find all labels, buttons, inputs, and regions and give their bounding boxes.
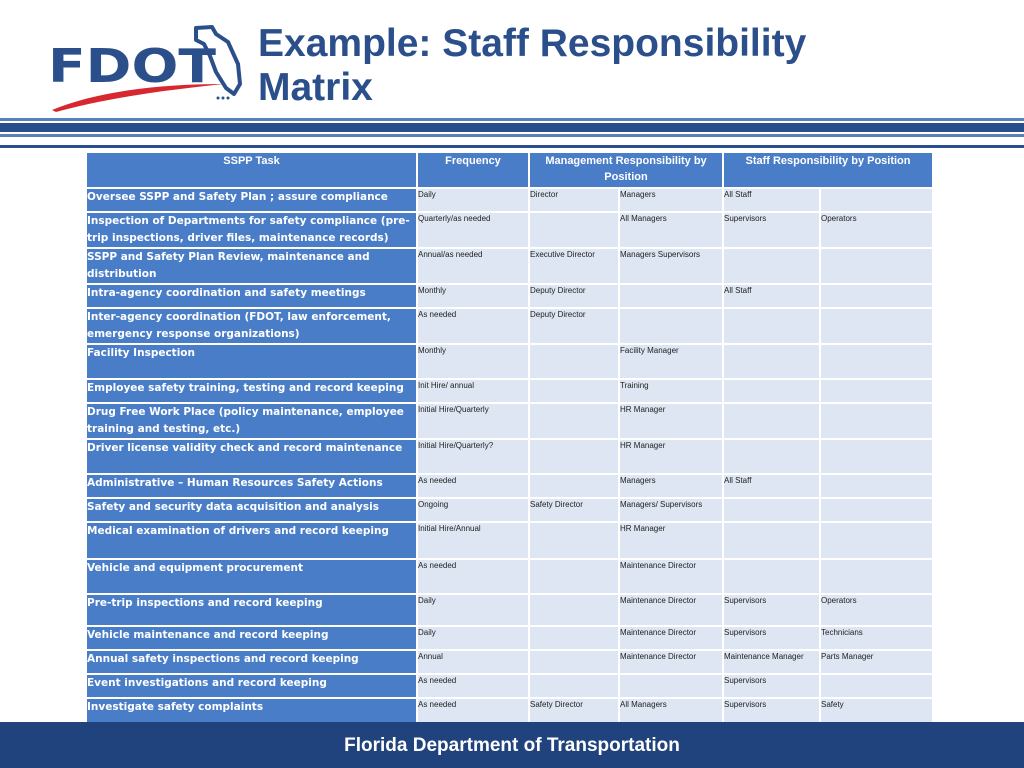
divider-line — [0, 145, 1024, 148]
frequency-cell: As needed — [417, 308, 529, 344]
management-cell-2: Managers — [619, 474, 723, 498]
staff-cell-1 — [723, 403, 820, 439]
management-cell-2: HR Manager — [619, 403, 723, 439]
responsibility-matrix — [85, 151, 932, 720]
page-title: Example: Staff Responsibility Matrix — [258, 22, 807, 109]
staff-cell-2: Safety — [820, 698, 933, 732]
management-cell-1 — [529, 212, 619, 248]
management-cell-1 — [529, 344, 619, 379]
staff-cell-2 — [820, 522, 933, 559]
table-row — [86, 344, 933, 379]
task-cell: Investigate safety complaints — [86, 698, 417, 732]
management-cell-1 — [529, 674, 619, 698]
staff-cell-2 — [820, 439, 933, 474]
divider-band — [0, 123, 1024, 132]
management-cell-1 — [529, 403, 619, 439]
footer-text: Florida Department of Transportation — [344, 735, 680, 756]
task-cell: Safety and security data acquisition and analysis — [86, 498, 417, 522]
table-row — [86, 594, 933, 626]
table-row — [86, 674, 933, 698]
task-cell: Event investigations and record keeping — [86, 674, 417, 698]
divider-line — [0, 118, 1024, 121]
table-row — [86, 498, 933, 522]
header-sspp-task: SSPP Task — [86, 152, 417, 188]
management-cell-2: Maintenance Director — [619, 650, 723, 674]
frequency-cell: Annual/as needed — [417, 248, 529, 284]
staff-cell-2 — [820, 674, 933, 698]
staff-cell-1: Supervisors — [723, 594, 820, 626]
management-cell-1: Safety Director — [529, 698, 619, 732]
staff-cell-1 — [723, 379, 820, 403]
management-cell-2: All Managers — [619, 212, 723, 248]
task-cell: Inspection of Departments for safety compliance (pre-trip inspections, driver files, maintenance records) — [86, 212, 417, 248]
staff-cell-1 — [723, 344, 820, 379]
task-cell: Annual safety inspections and record keeping — [86, 650, 417, 674]
staff-cell-1: All Staff — [723, 474, 820, 498]
staff-cell-1: Supervisors — [723, 212, 820, 248]
frequency-cell: As needed — [417, 674, 529, 698]
management-cell-2: Facility Manager — [619, 344, 723, 379]
table-row — [86, 248, 933, 284]
table-row — [86, 626, 933, 650]
staff-cell-2 — [820, 308, 933, 344]
task-cell: Vehicle and equipment procurement — [86, 559, 417, 594]
management-cell-1: Director — [529, 188, 619, 212]
staff-cell-2 — [820, 284, 933, 308]
header-frequency: Frequency — [417, 152, 529, 188]
staff-cell-1 — [723, 248, 820, 284]
table-row — [86, 650, 933, 674]
management-cell-2 — [619, 284, 723, 308]
frequency-cell: Daily — [417, 594, 529, 626]
task-cell: Drug Free Work Place (policy maintenance, employee training and testing, etc.) — [86, 403, 417, 439]
management-cell-1 — [529, 439, 619, 474]
header-management-responsibility: Management Responsibility by Position — [529, 152, 723, 188]
staff-cell-1 — [723, 439, 820, 474]
management-cell-2: Managers Supervisors — [619, 248, 723, 284]
staff-cell-1: Maintenance Manager — [723, 650, 820, 674]
staff-cell-2 — [820, 188, 933, 212]
logo-text: FDOT — [48, 39, 217, 93]
management-cell-2: All Managers — [619, 698, 723, 732]
staff-cell-2 — [820, 379, 933, 403]
task-cell: Driver license validity check and record maintenance — [86, 439, 417, 474]
management-cell-2: HR Manager — [619, 439, 723, 474]
header-staff-responsibility: Staff Responsibility by Position — [723, 152, 933, 188]
staff-cell-1 — [723, 308, 820, 344]
table-row — [86, 379, 933, 403]
management-cell-2: Managers/ Supervisors — [619, 498, 723, 522]
staff-cell-1: All Staff — [723, 284, 820, 308]
management-cell-1: Executive Director — [529, 248, 619, 284]
management-cell-1: Safety Director — [529, 498, 619, 522]
frequency-cell: Monthly — [417, 284, 529, 308]
task-cell: Medical examination of drivers and record keeping — [86, 522, 417, 559]
staff-cell-1: Supervisors — [723, 626, 820, 650]
frequency-cell: Monthly — [417, 344, 529, 379]
frequency-cell: As needed — [417, 559, 529, 594]
task-cell: Pre-trip inspections and record keeping — [86, 594, 417, 626]
management-cell-2 — [619, 308, 723, 344]
staff-cell-2 — [820, 559, 933, 594]
fdot-logo — [46, 22, 246, 114]
management-cell-2: Managers — [619, 188, 723, 212]
frequency-cell: Daily — [417, 626, 529, 650]
staff-cell-1 — [723, 559, 820, 594]
staff-cell-2: Technicians — [820, 626, 933, 650]
table-row — [86, 439, 933, 474]
staff-cell-2 — [820, 344, 933, 379]
table-row — [86, 212, 933, 248]
management-cell-1 — [529, 650, 619, 674]
staff-cell-1: Supervisors — [723, 698, 820, 732]
management-cell-1 — [529, 559, 619, 594]
staff-cell-2: Parts Manager — [820, 650, 933, 674]
divider-line — [0, 134, 1024, 137]
table-row — [86, 284, 933, 308]
staff-cell-1 — [723, 498, 820, 522]
task-cell: Vehicle maintenance and record keeping — [86, 626, 417, 650]
task-cell: Intra-agency coordination and safety meetings — [86, 284, 417, 308]
management-cell-2: Training — [619, 379, 723, 403]
management-cell-2: Maintenance Director — [619, 626, 723, 650]
management-cell-1 — [529, 522, 619, 559]
table-row — [86, 522, 933, 559]
table-row — [86, 308, 933, 344]
responsibility-table — [85, 151, 934, 733]
staff-cell-2 — [820, 474, 933, 498]
table-row — [86, 403, 933, 439]
task-cell: Facility Inspection — [86, 344, 417, 379]
staff-cell-2: Operators — [820, 212, 933, 248]
table-row — [86, 188, 933, 212]
staff-cell-1: Supervisors — [723, 674, 820, 698]
staff-cell-2 — [820, 248, 933, 284]
frequency-cell: Quarterly/as needed — [417, 212, 529, 248]
task-cell: SSPP and Safety Plan Review, maintenance and distribution — [86, 248, 417, 284]
frequency-cell: As needed — [417, 698, 529, 732]
table-row — [86, 559, 933, 594]
frequency-cell: Annual — [417, 650, 529, 674]
staff-cell-2: Operators — [820, 594, 933, 626]
task-cell: Inter-agency coordination (FDOT, law enforcement, emergency response organizations) — [86, 308, 417, 344]
management-cell-1: Deputy Director — [529, 284, 619, 308]
management-cell-1 — [529, 626, 619, 650]
management-cell-1 — [529, 594, 619, 626]
frequency-cell: Init Hire/ annual — [417, 379, 529, 403]
management-cell-2 — [619, 674, 723, 698]
management-cell-1 — [529, 379, 619, 403]
management-cell-1: Deputy Director — [529, 308, 619, 344]
management-cell-2: HR Manager — [619, 522, 723, 559]
task-cell: Administrative – Human Resources Safety Actions — [86, 474, 417, 498]
management-cell-1 — [529, 474, 619, 498]
task-cell: Employee safety training, testing and record keeping — [86, 379, 417, 403]
task-cell: Oversee SSPP and Safety Plan ; assure compliance — [86, 188, 417, 212]
frequency-cell: Ongoing — [417, 498, 529, 522]
management-cell-2: Maintenance Director — [619, 594, 723, 626]
frequency-cell: Daily — [417, 188, 529, 212]
table-row — [86, 474, 933, 498]
frequency-cell: As needed — [417, 474, 529, 498]
frequency-cell: Initial Hire/Quarterly? — [417, 439, 529, 474]
staff-cell-2 — [820, 498, 933, 522]
staff-cell-1: All Staff — [723, 188, 820, 212]
staff-cell-1 — [723, 522, 820, 559]
frequency-cell: Initial Hire/Annual — [417, 522, 529, 559]
staff-cell-2 — [820, 403, 933, 439]
frequency-cell: Initial Hire/Quarterly — [417, 403, 529, 439]
management-cell-2: Maintenance Director — [619, 559, 723, 594]
